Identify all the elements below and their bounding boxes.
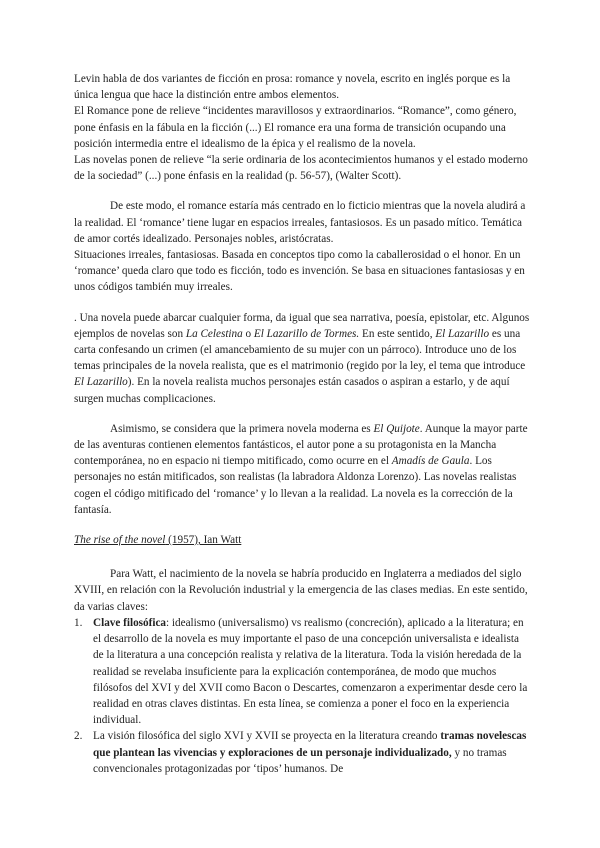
paragraph-romance-ficticio: De este modo, el romance estaría más centrado en lo ficticio mientras que la novela aludirá a la realidad. El ‘romance’ tiene lugar en espacios irreales, fantasiosos. Es un pasado mítico. Temática de amor cortés idealizado. Personajes nobles, aristócratas. — [74, 200, 526, 245]
text-run: . Los personajes no están mitificados, son realistas (la labradora Aldonza Lorenzo). Las novelas realistas cogen el código mitificado del ‘romance’ y lo llevan a la realidad. La novela es la corrección de la fantasía. — [74, 455, 517, 516]
list-item — [74, 615, 530, 728]
title-el-lazarillo: El Lazarillo — [74, 376, 128, 389]
text-run: ). En la novela realista muchos personajes están casados o aspiran a estarlo, y de aquí surgen muchas complicaciones. — [74, 376, 510, 405]
list-item-text: y no tramas convencionales protagonizadas por ‘tipos’ humanos. De — [93, 746, 507, 775]
intro-section — [74, 71, 530, 184]
spacer — [74, 407, 530, 421]
claves-list — [74, 615, 530, 777]
spacer — [74, 296, 530, 310]
title-la-celestina: La Celestina — [185, 327, 243, 340]
heading-author: (1957), Ian Watt — [165, 534, 242, 547]
romance-section — [74, 198, 530, 295]
paragraph-romance-definition: El Romance pone de relieve “incidentes maravillosos y extraordinarios. “Romance”, como género, pone énfasis en la fábula en la ficción (...) El romance era una forma de transición ocupando una posición intermedia entre el idealismo de la épica y el realismo de la novela. — [74, 105, 517, 150]
text-run: es una carta confesando un crimen (el amancebamiento de su mujer con un párroco). Introduce uno de los temas principales de la novela realista, que es el matrimonio (regido por la ley, el tema que introduce — [74, 327, 526, 373]
heading-book-title: The rise of the novel — [74, 534, 166, 547]
section-heading-watt — [74, 532, 530, 548]
spacer — [74, 518, 530, 532]
text-run: En este sentido, — [359, 327, 436, 340]
paragraph-novela-definition: Las novelas ponen de relieve “la serie ordinaria de los acontecimientos humanos y el estado moderno de la sociedad” (...) pone énfasis en la realidad (p. 56-57), (Walter Scott). — [74, 154, 528, 183]
list-item-text: La visión filosófica del siglo XVI y XVII se proyecta en la literatura creando — [93, 730, 441, 743]
spacer — [74, 184, 530, 198]
list-number: 2. — [74, 730, 83, 743]
list-item — [74, 728, 530, 777]
paragraph-situaciones-irreales: Situaciones irreales, fantasiosas. Basada en conceptos tipo como la caballerosidad o el honor. En un ‘romance’ queda claro que todo es ficción, todo es invención. Se basa en situaciones fantasiosas y en unos códigos también muy irreales. — [74, 249, 525, 294]
title-el-quijote: El Quijote — [373, 422, 420, 435]
paragraph-watt-intro: Para Watt, el nacimiento de la novela se habría producido en Inglaterra a mediados del siglo XVIII, en relación con la Revolución industrial y la emergencia de las clases medias. En este sentido, da varias claves: — [74, 568, 528, 613]
list-number: 1. — [74, 616, 83, 629]
text-run: . Aunque la mayor parte de las aventuras contienen elementos fantásticos, el autor pone a su protagonista en la Mancha contemporánea, no en espacio ni tiempo mitificado, como ocurre en el — [74, 422, 528, 468]
title-amadis-de-gaula: Amadís de Gaula — [391, 455, 470, 468]
text-run: . Una novela puede abarcar cualquier forma, da igual que sea narrativa, poesía, epistolar, etc. Algunos ejemplos de novelas son — [74, 311, 530, 340]
title-lazarillo-de-tormes: El Lazarillo de Tormes. — [253, 327, 360, 340]
list-item-text: : idealismo (universalismo) vs realismo (concreción), aplicado a la literatura; en el desarrollo de la novela es muy importante el paso de una concepción universalista e idealista de la literatura a una concepción realista y relativa de la literatura. Toda la visión heredada de la realidad se revelaba insuficiente para la explicación contemporánea, de modo que muchos filósofos del XVI y del XVII como Bacon o Descartes, comenzaron a experimentar desde cero la realidad en otras claves distintas. En esta línea, se comienza a poner el foco en la experiencia individual. — [93, 616, 528, 727]
paragraph-novela-forma — [74, 310, 530, 407]
list-item-bold: tramas novelescas que plantean las vivencias y exploraciones de un personaje individualizado, — [93, 730, 527, 759]
title-el-lazarillo: El Lazarillo — [435, 327, 490, 340]
spacer — [74, 548, 530, 566]
clave-filosofica-label: Clave filosófica — [93, 616, 167, 629]
paragraph-levin: Levin habla de dos variantes de ficción en prosa: romance y novela, escrito en inglés porque es la única lengua que hace la distinción entre ambos elementos. — [74, 73, 511, 102]
text-run: o — [242, 327, 254, 340]
paragraph-quijote — [74, 421, 530, 518]
document-body — [74, 71, 530, 777]
text-run: Asimismo, se considera que la primera novela moderna es — [110, 422, 374, 435]
